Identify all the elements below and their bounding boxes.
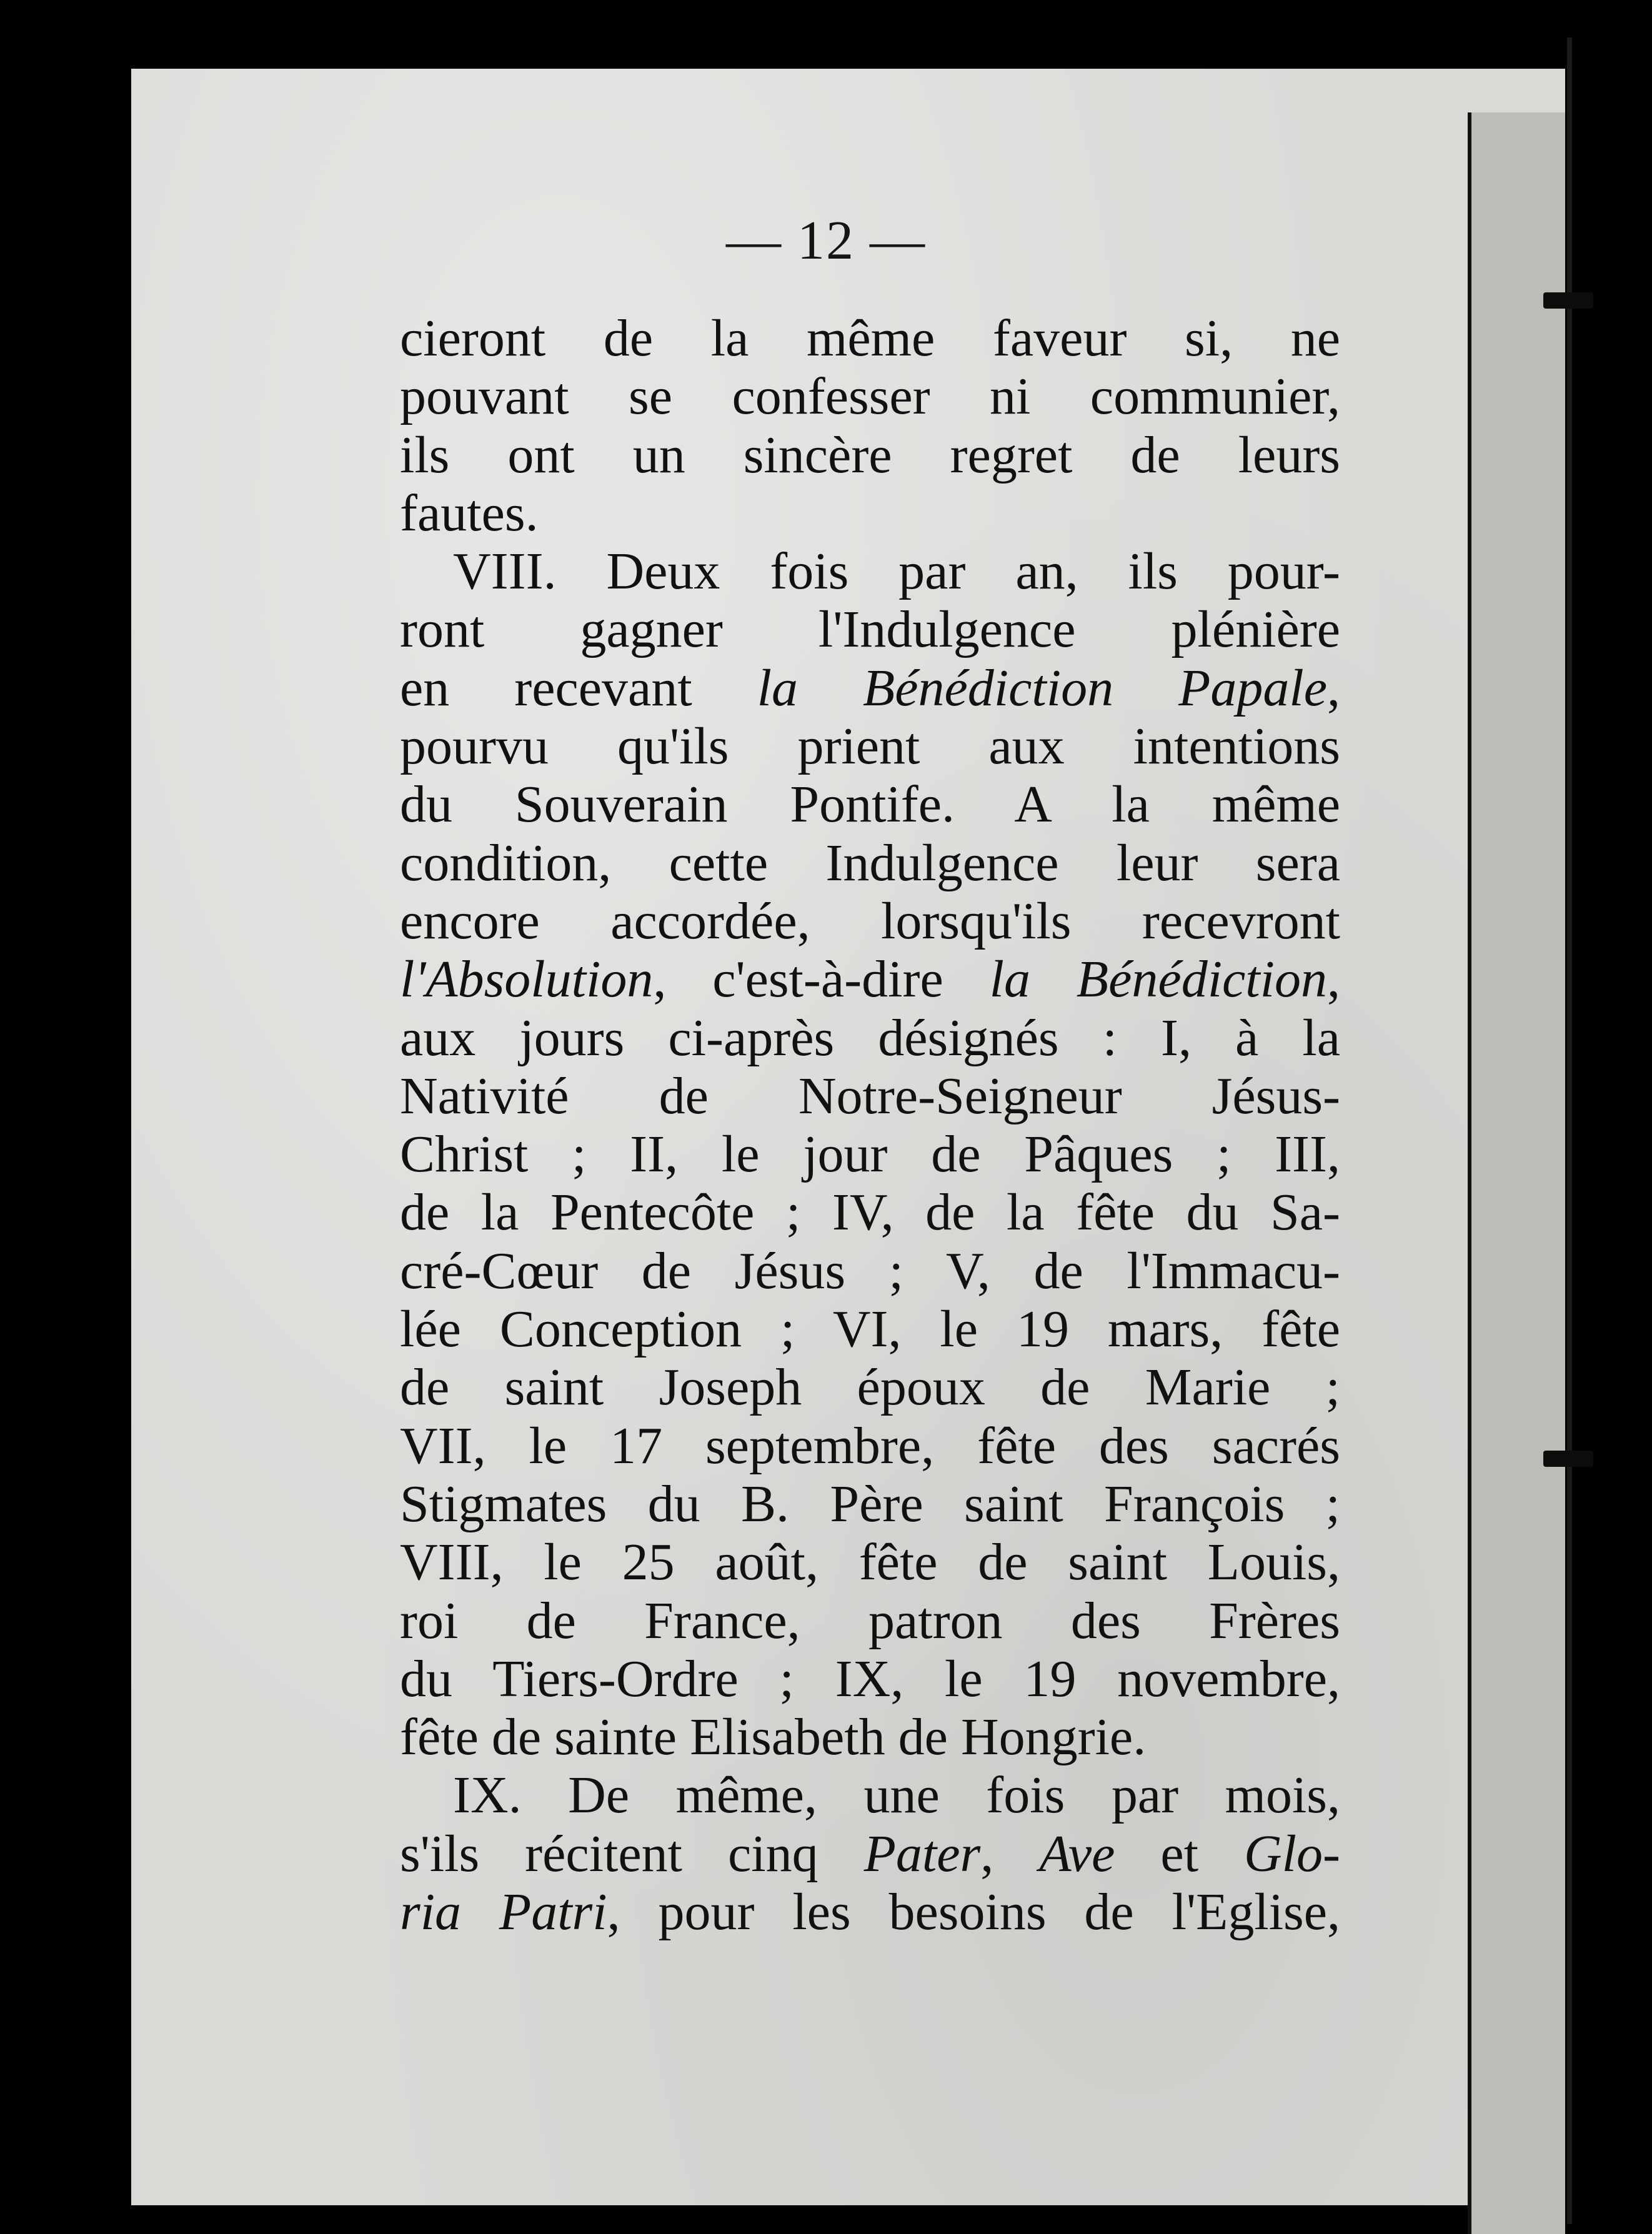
italic-text-segment: Glo- (1244, 1824, 1340, 1883)
text-line (400, 1766, 1340, 1824)
text-line (400, 1009, 1340, 1067)
text-segment: fautes. (400, 484, 539, 542)
text-line (400, 1825, 1340, 1883)
page-number: — 12 — (726, 211, 926, 271)
text-segment: IX. De même, une fois par mois, (453, 1766, 1340, 1825)
text-segment: de la Pentecôte ; IV, de la fête du Sa- (400, 1183, 1340, 1242)
text-line (400, 1358, 1340, 1416)
text-segment: pourvu qu'ils prient aux intentions (400, 717, 1340, 776)
text-segment: et (1115, 1824, 1245, 1883)
text-segment: roi de France, patron des Frères (400, 1591, 1340, 1650)
italic-text-segment: Ave (1039, 1824, 1115, 1883)
text-segment: Christ ; II, le jour de Pâques ; III, (400, 1125, 1340, 1184)
text-segment: lée Conception ; VI, le 19 mars, fête (400, 1300, 1340, 1359)
binding-stitch (1543, 1451, 1593, 1467)
next-page-edge (1468, 112, 1565, 2234)
text-segment: cré-Cœur de Jésus ; V, de l'Immacu- (400, 1241, 1340, 1300)
italic-text-segment: l'Absolution (400, 950, 654, 1009)
text-segment: , (1327, 950, 1340, 1009)
text-line (400, 1417, 1340, 1475)
text-segment: du Tiers-Ordre ; IX, le 19 novembre, (400, 1649, 1340, 1708)
text-line (400, 367, 1340, 425)
text-line (400, 484, 1340, 542)
text-line (400, 717, 1340, 775)
text-line (400, 1183, 1340, 1241)
text-segment: , c'est-à-dire (653, 950, 990, 1009)
text-line (400, 1067, 1340, 1125)
text-line (400, 1533, 1340, 1591)
text-segment: VIII. Deux fois par an, ils pour- (453, 542, 1340, 601)
text-line (400, 1125, 1340, 1183)
text-line (400, 426, 1340, 484)
text-segment: , (1327, 658, 1340, 717)
text-line (400, 892, 1340, 950)
binding-stitch (1543, 292, 1593, 309)
text-segment: ront gagner l'Indulgence plénière (400, 600, 1340, 659)
text-segment: fête de sainte Elisabeth de Hongrie. (400, 1708, 1147, 1767)
italic-text-segment: Pater (863, 1824, 981, 1883)
body-text (400, 309, 1340, 1941)
text-segment: VIII, le 25 août, fête de saint Louis, (400, 1533, 1340, 1592)
text-line (400, 1242, 1340, 1300)
text-line (400, 1300, 1340, 1358)
text-segment: aux jours ci-après désignés : I, à la (400, 1008, 1340, 1067)
text-segment: Nativité de Notre-Seigneur Jésus- (400, 1066, 1340, 1125)
text-segment: de saint Joseph époux de Marie ; (400, 1358, 1340, 1417)
text-segment: pouvant se confesser ni communier, (400, 367, 1340, 426)
text-segment: Stigmates du B. Père saint François ; (400, 1474, 1340, 1533)
text-segment: en recevant (400, 658, 757, 717)
text-line (400, 309, 1340, 367)
text-line (400, 950, 1340, 1008)
text-segment: du Souverain Pontife. A la même (400, 775, 1340, 834)
text-line (400, 1708, 1340, 1766)
text-line (400, 775, 1340, 833)
text-line (400, 1650, 1340, 1708)
text-line (400, 542, 1340, 600)
text-segment: cieront de la même faveur si, ne (400, 309, 1340, 367)
text-segment: VII, le 17 septembre, fête des sacrés (400, 1416, 1340, 1475)
italic-text-segment: la Bénédiction (989, 950, 1327, 1009)
text-segment: , pour les besoins de l'Eglise, (607, 1883, 1341, 1942)
text-segment: condition, cette Indulgence leur sera (400, 833, 1340, 892)
text-line (400, 834, 1340, 892)
text-line (400, 1592, 1340, 1650)
text-segment: ils ont un sincère regret de leurs (400, 425, 1340, 484)
text-segment: , (980, 1824, 1040, 1883)
text-line (400, 600, 1340, 658)
text-segment: s'ils récitent cinq (400, 1824, 864, 1883)
text-line (400, 1475, 1340, 1533)
text-line (400, 1883, 1340, 1941)
italic-text-segment: la Bénédiction Papale (757, 658, 1327, 717)
italic-text-segment: ria Patri (400, 1883, 607, 1942)
text-line (400, 659, 1340, 717)
text-segment: encore accordée, lorsqu'ils recevront (400, 891, 1340, 950)
binding-edge (1567, 37, 1572, 2224)
